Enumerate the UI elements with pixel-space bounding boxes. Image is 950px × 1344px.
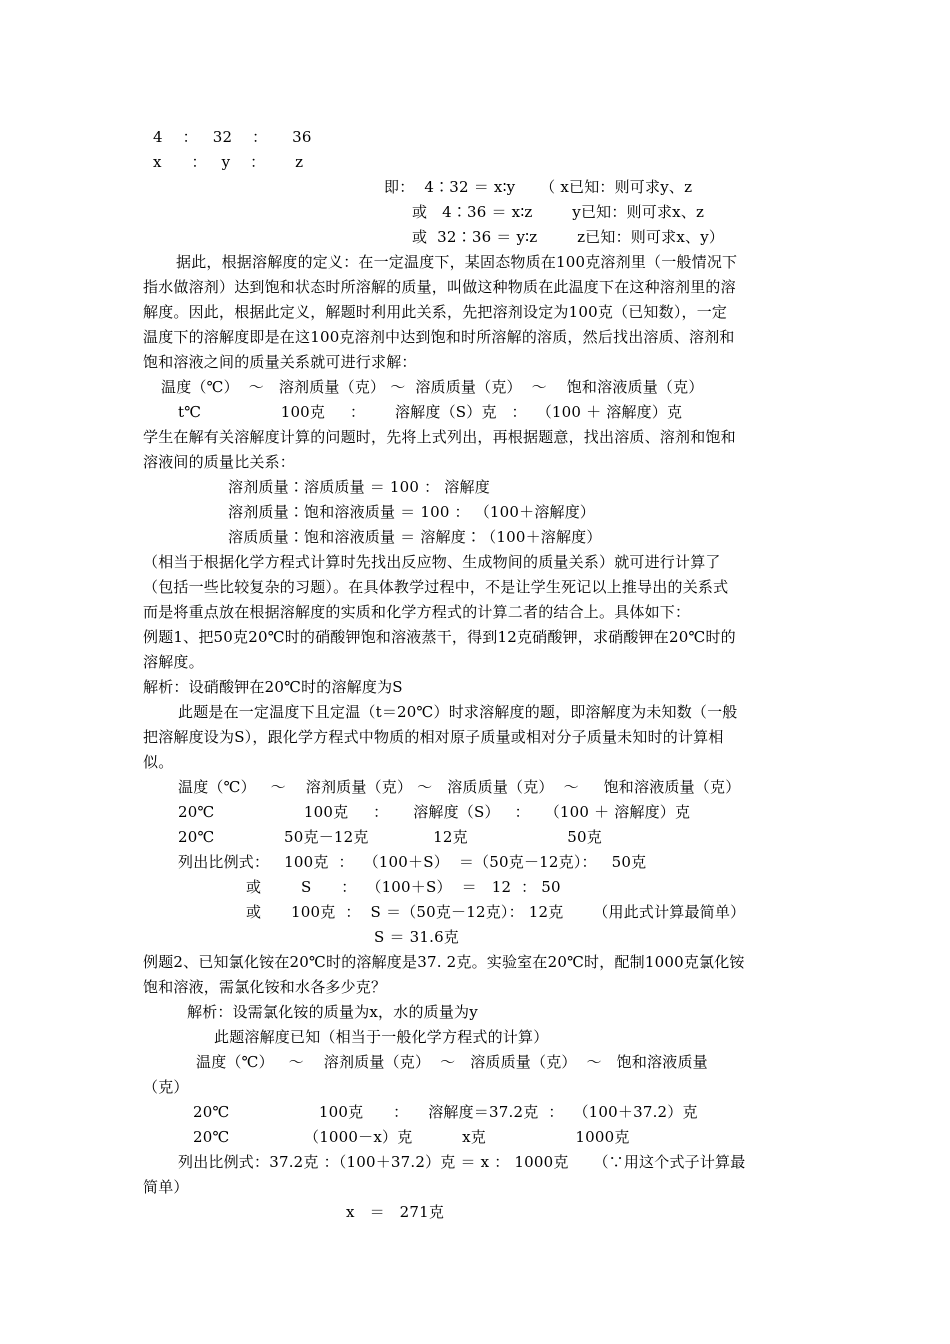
paragraph-line: 简单）	[143, 1178, 189, 1196]
relation-row: 20℃ 100克 ： 溶解度＝37.2克 ： （100＋37.2）克	[193, 1103, 698, 1121]
result-line: S ＝ 31.6克	[374, 928, 460, 946]
relation-header: （克）	[143, 1078, 189, 1096]
ratio-line: 或 4∶36 ＝ x∶z y已知：则可求x、z	[412, 203, 705, 221]
ratio-line: 4 ： 32 ： 36	[153, 128, 312, 146]
paragraph-line: 此题是在一定温度下且定温（t＝20℃）时求溶解度的题，即溶解度为未知数（一般	[178, 703, 738, 721]
relation-row: 20℃ （1000－x）克 x克 1000克	[193, 1128, 630, 1146]
relation-row: 20℃ 100克 ： 溶解度（S） ： （100 ＋ 溶解度）克	[178, 803, 691, 821]
paragraph-line: 溶解度。	[143, 653, 204, 671]
paragraph-line: 据此，根据溶解度的定义：在一定温度下，某固态物质在100克溶剂里（一般情况下	[176, 253, 738, 271]
paragraph-line: 似。	[143, 753, 174, 771]
relation-formula: 溶剂质量∶饱和溶液质量 ＝ 100 ： （100＋溶解度）	[228, 503, 596, 521]
paragraph-line: （包括一些比较复杂的习题）。在具体教学过程中，不是让学生死记以上推导出的关系式	[143, 578, 729, 596]
paragraph-line: （相当于根据化学方程式计算时先找出反应物、生成物间的质量关系）就可进行计算了	[143, 553, 721, 571]
relation-row: t℃ 100克 ： 溶解度（S）克 ： （100 ＋ 溶解度）克	[178, 403, 683, 421]
relation-header: 温度（℃） ～ 溶剂质量（克） ～ 溶质质量（克） ～ 饱和溶液质量（克）	[178, 778, 741, 796]
analysis-line: 解析：设硝酸钾在20℃时的溶解度为S	[143, 678, 403, 696]
example-heading: 例题2、已知氯化铵在20℃时的溶解度是37. 2克。实验室在20℃时，配制1000克氯化铵	[143, 953, 745, 971]
proportion-line: 列出比例式： 100克 ： （100＋S） ＝（50克－12克）： 50克	[178, 853, 647, 871]
paragraph-line: 温度下的溶解度即是在这100克溶剂中达到饱和时所溶解的溶质，然后找出溶质、溶剂和	[143, 328, 735, 346]
proportion-line: 列出比例式：37.2克 ：（100＋37.2）克 ＝ x ： 1000克 （∵用这个式子计算最	[178, 1153, 746, 1171]
analysis-line: 解析：设需氯化铵的质量为x，水的质量为y	[187, 1003, 478, 1021]
paragraph-line: 溶液间的质量比关系：	[143, 453, 296, 471]
example-heading: 例题1、把50克20℃时的硝酸钾饱和溶液蒸干，得到12克硝酸钾，求硝酸钾在20℃时的	[143, 628, 736, 646]
paragraph-line: 而是将重点放在根据溶解度的实质和化学方程式的计算二者的结合上。具体如下：	[143, 603, 691, 621]
ratio-line: 或 32∶36 ＝ y∶z z已知：则可求x、y）	[412, 228, 725, 246]
relation-formula: 溶质质量∶饱和溶液质量 ＝ 溶解度∶（100＋溶解度）	[228, 528, 602, 546]
proportion-line: 或 100克 ： S ＝（50克－12克）： 12克 （用此式计算最简单）	[246, 903, 746, 921]
relation-header: 温度（℃） ～ 溶剂质量（克） ～ 溶质质量（克） ～ 饱和溶液质量（克）	[161, 378, 704, 396]
paragraph-line: 学生在解有关溶解度计算的问题时，先将上式列出，再根据题意，找出溶质、溶剂和饱和	[143, 428, 736, 446]
relation-formula: 溶剂质量∶溶质质量 ＝ 100 ： 溶解度	[228, 478, 490, 496]
paragraph-line: 指水做溶剂）达到饱和状态时所溶解的质量，叫做这种物质在此温度下在这种溶剂里的溶	[143, 278, 736, 296]
ratio-line: 即： 4∶32 ＝ x∶y （ x已知：则可求y、z	[384, 178, 693, 196]
proportion-line: 或 S ： （100＋S） ＝ 12 ： 50	[246, 878, 561, 896]
relation-row: 20℃ 50克－12克 12克 50克	[178, 828, 602, 846]
paragraph-line: 饱和溶液之间的质量关系就可进行求解：	[143, 353, 417, 371]
ratio-line: x ： y ： z	[153, 153, 304, 171]
paragraph-line: 把溶解度设为S），跟化学方程式中物质的相对原子质量或相对分子质量未知时的计算相	[143, 728, 724, 746]
result-line: x ＝ 271克	[346, 1203, 445, 1221]
paragraph-line: 解度。因此，根据此定义，解题时利用此关系，先把溶剂设定为100克（已知数），一定	[143, 303, 728, 321]
relation-header: 温度（℃） ～ 溶剂质量（克） ～ 溶质质量（克） ～ 饱和溶液质量	[196, 1053, 708, 1071]
paragraph-line: 饱和溶液，需氯化铵和水各多少克？	[143, 978, 387, 996]
paragraph-line: 此题溶解度已知（相当于一般化学方程式的计算）	[214, 1028, 549, 1046]
